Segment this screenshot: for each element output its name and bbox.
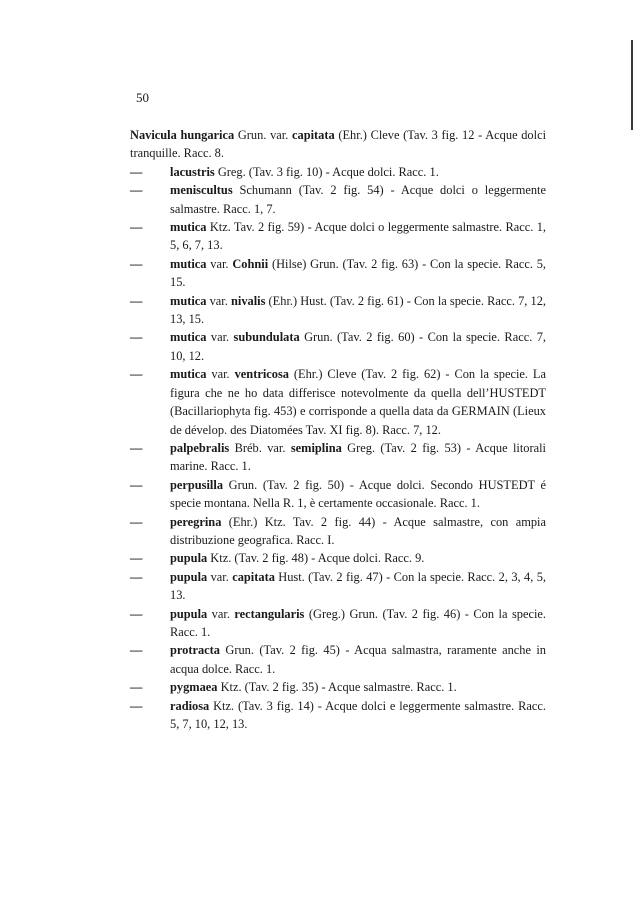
- dash-marker: —: [130, 220, 143, 235]
- species-authority: var.: [207, 606, 235, 621]
- species-entry: [130, 513, 546, 550]
- species-entry: [130, 365, 546, 439]
- dash-marker: —: [130, 367, 143, 382]
- species-entry: [130, 549, 546, 567]
- species-entry: [130, 181, 546, 218]
- species-description: (Ehr.) Hust. (Tav. 2 fig. 61) - Con la specie. Racc. 7, 12, 13, 15.: [170, 293, 546, 327]
- entry-text: [170, 513, 546, 550]
- dash-marker: —: [130, 477, 143, 492]
- species-name: pupula: [170, 551, 208, 566]
- dash-marker: —: [130, 643, 143, 658]
- dash-marker: —: [130, 440, 143, 455]
- species-entry: [130, 439, 546, 476]
- species-description: Grun. (Tav. 2 fig. 45) - Acqua salmastra, raramente anche in acqua dolce. Racc. 1.: [170, 643, 546, 676]
- species-entry: [130, 126, 546, 163]
- species-name: mutica: [170, 220, 207, 235]
- species-description: (Ehr.) Cleve (Tav. 2 fig. 62) - Con la specie. La figura che ne ho data differisce notevolmente da quella dell’HUSTEDT (Bacillariophyta fig. 453) e corrisponde a quella data da GERMAIN (Lieux de dévelop. des Diatomées Tav. XI fig. 8). Racc. 7, 12.: [170, 367, 546, 437]
- species-entry: [130, 163, 546, 181]
- scan-edge-rule: [631, 40, 633, 130]
- species-entry: [130, 568, 546, 605]
- entry-text: [170, 678, 546, 696]
- species-description: Grun. (Tav. 2 fig. 60) - Con la specie. Racc. 7, 10, 12.: [170, 330, 546, 363]
- species-name: lacustris: [170, 164, 215, 179]
- species-name: pupula: [170, 606, 208, 621]
- variety-name: rectangularis: [234, 606, 305, 621]
- species-description: Hust. (Tav. 2 fig. 47) - Con la specie. Racc. 2, 3, 4, 5, 13.: [170, 569, 546, 603]
- entry-text: [170, 697, 546, 734]
- dash-marker: —: [130, 164, 143, 179]
- species-entry: [130, 218, 546, 255]
- entry-text: [170, 181, 546, 218]
- species-name: pygmaea: [170, 680, 218, 695]
- entry-text: [170, 605, 546, 642]
- entry-text: [170, 255, 546, 292]
- species-entry: [130, 476, 546, 513]
- species-entry: [130, 292, 546, 329]
- variety-name: subundulata: [233, 330, 300, 345]
- species-name: mutica: [170, 367, 207, 382]
- species-entry: [130, 641, 546, 678]
- dash-marker: —: [130, 183, 143, 198]
- species-description: Grun. (Tav. 2 fig. 50) - Acque dolci. Secondo HUSTEDT é specie montana. Nella R. 1, è certamente occasionale. Racc. 1.: [170, 477, 546, 511]
- species-description: Greg. (Tav. 3 fig. 10) - Acque dolci. Racc. 1.: [214, 164, 439, 179]
- species-entry: [130, 255, 546, 292]
- species-authority: Grun. var.: [234, 128, 293, 142]
- entry-text: [170, 476, 546, 513]
- species-authority: var.: [206, 367, 235, 382]
- variety-name: Cohnii: [232, 256, 269, 271]
- species-name: pupula: [170, 569, 208, 584]
- entry-text: [170, 218, 546, 255]
- species-name: mutica: [170, 330, 207, 345]
- entry-text: [170, 328, 546, 365]
- species-description: (Hilse) Grun. (Tav. 2 fig. 63) - Con la specie. Racc. 5, 15.: [170, 256, 547, 290]
- species-description: Greg. (Tav. 2 fig. 53) - Acque litorali marine. Racc. 1.: [170, 440, 546, 474]
- dash-marker: —: [130, 514, 143, 529]
- dash-marker: —: [130, 330, 143, 345]
- species-description: Ktz. (Tav. 2 fig. 35) - Acque salmastre. Racc. 1.: [217, 680, 457, 695]
- species-authority: var.: [207, 569, 233, 584]
- species-entry: [130, 328, 546, 365]
- species-description: Ktz. Tav. 2 fig. 59) - Acque dolci o leggermente salmastre. Racc. 1, 5, 6, 7, 13.: [170, 220, 546, 253]
- dash-marker: —: [130, 698, 143, 713]
- variety-name: ventricosa: [234, 367, 289, 382]
- variety-name: semiplina: [290, 440, 342, 455]
- species-name: peregrina: [170, 514, 222, 529]
- species-name: mutica: [170, 293, 207, 308]
- species-authority: var.: [206, 330, 234, 345]
- species-description: (Ehr.) Cleve (Tav. 3 fig. 12 - Acque dolci tranquille. Racc. 8.: [130, 128, 547, 161]
- variety-name: capitata: [292, 128, 335, 142]
- entry-text: [170, 292, 546, 329]
- dash-marker: —: [130, 551, 143, 566]
- species-name: radiosa: [170, 698, 210, 713]
- species-name: protracta: [170, 643, 221, 658]
- species-entry: [130, 605, 546, 642]
- entry-text: [170, 568, 546, 605]
- entry-text: [170, 163, 546, 181]
- entry-text: [170, 549, 546, 567]
- species-name: palpebralis: [170, 440, 230, 455]
- species-authority: var.: [206, 293, 231, 308]
- species-authority: Bréb. var.: [229, 440, 291, 455]
- species-authority: var.: [206, 256, 233, 271]
- species-list: [130, 126, 546, 733]
- species-description: Ktz. (Tav. 2 fig. 48) - Acque dolci. Racc. 9.: [207, 551, 425, 566]
- species-name: perpusilla: [170, 477, 224, 492]
- dash-marker: —: [130, 256, 143, 271]
- species-entry: [130, 678, 546, 696]
- dash-marker: —: [130, 606, 143, 621]
- dash-marker: —: [130, 680, 143, 695]
- dash-marker: —: [130, 569, 143, 584]
- entry-text: [170, 365, 546, 439]
- variety-name: nivalis: [230, 293, 266, 308]
- dash-marker: —: [130, 293, 143, 308]
- species-entry: [130, 697, 546, 734]
- species-description: Schumann (Tav. 2 fig. 54) - Acque dolci o leggermente salmastre. Racc. 1, 7.: [170, 183, 546, 216]
- page-number: 50: [136, 90, 149, 105]
- species-description: (Greg.) Grun. (Tav. 2 fig. 46) - Con la specie. Racc. 1.: [170, 606, 547, 639]
- variety-name: capitata: [232, 569, 275, 584]
- species-name: mutica: [170, 256, 207, 271]
- species-description: Ktz. (Tav. 3 fig. 14) - Acque dolci e leggermente salmastre. Racc. 5, 7, 10, 12, 13.: [170, 698, 546, 731]
- entry-text: [170, 439, 546, 476]
- entry-text: [170, 641, 546, 678]
- species-name: Navicula hungarica: [130, 128, 235, 142]
- species-description: (Ehr.) Ktz. Tav. 2 fig. 44) - Acque salmastre, con ampia distribuzione geografica. Racc. I.: [170, 514, 546, 547]
- species-name: meniscultus: [170, 183, 233, 198]
